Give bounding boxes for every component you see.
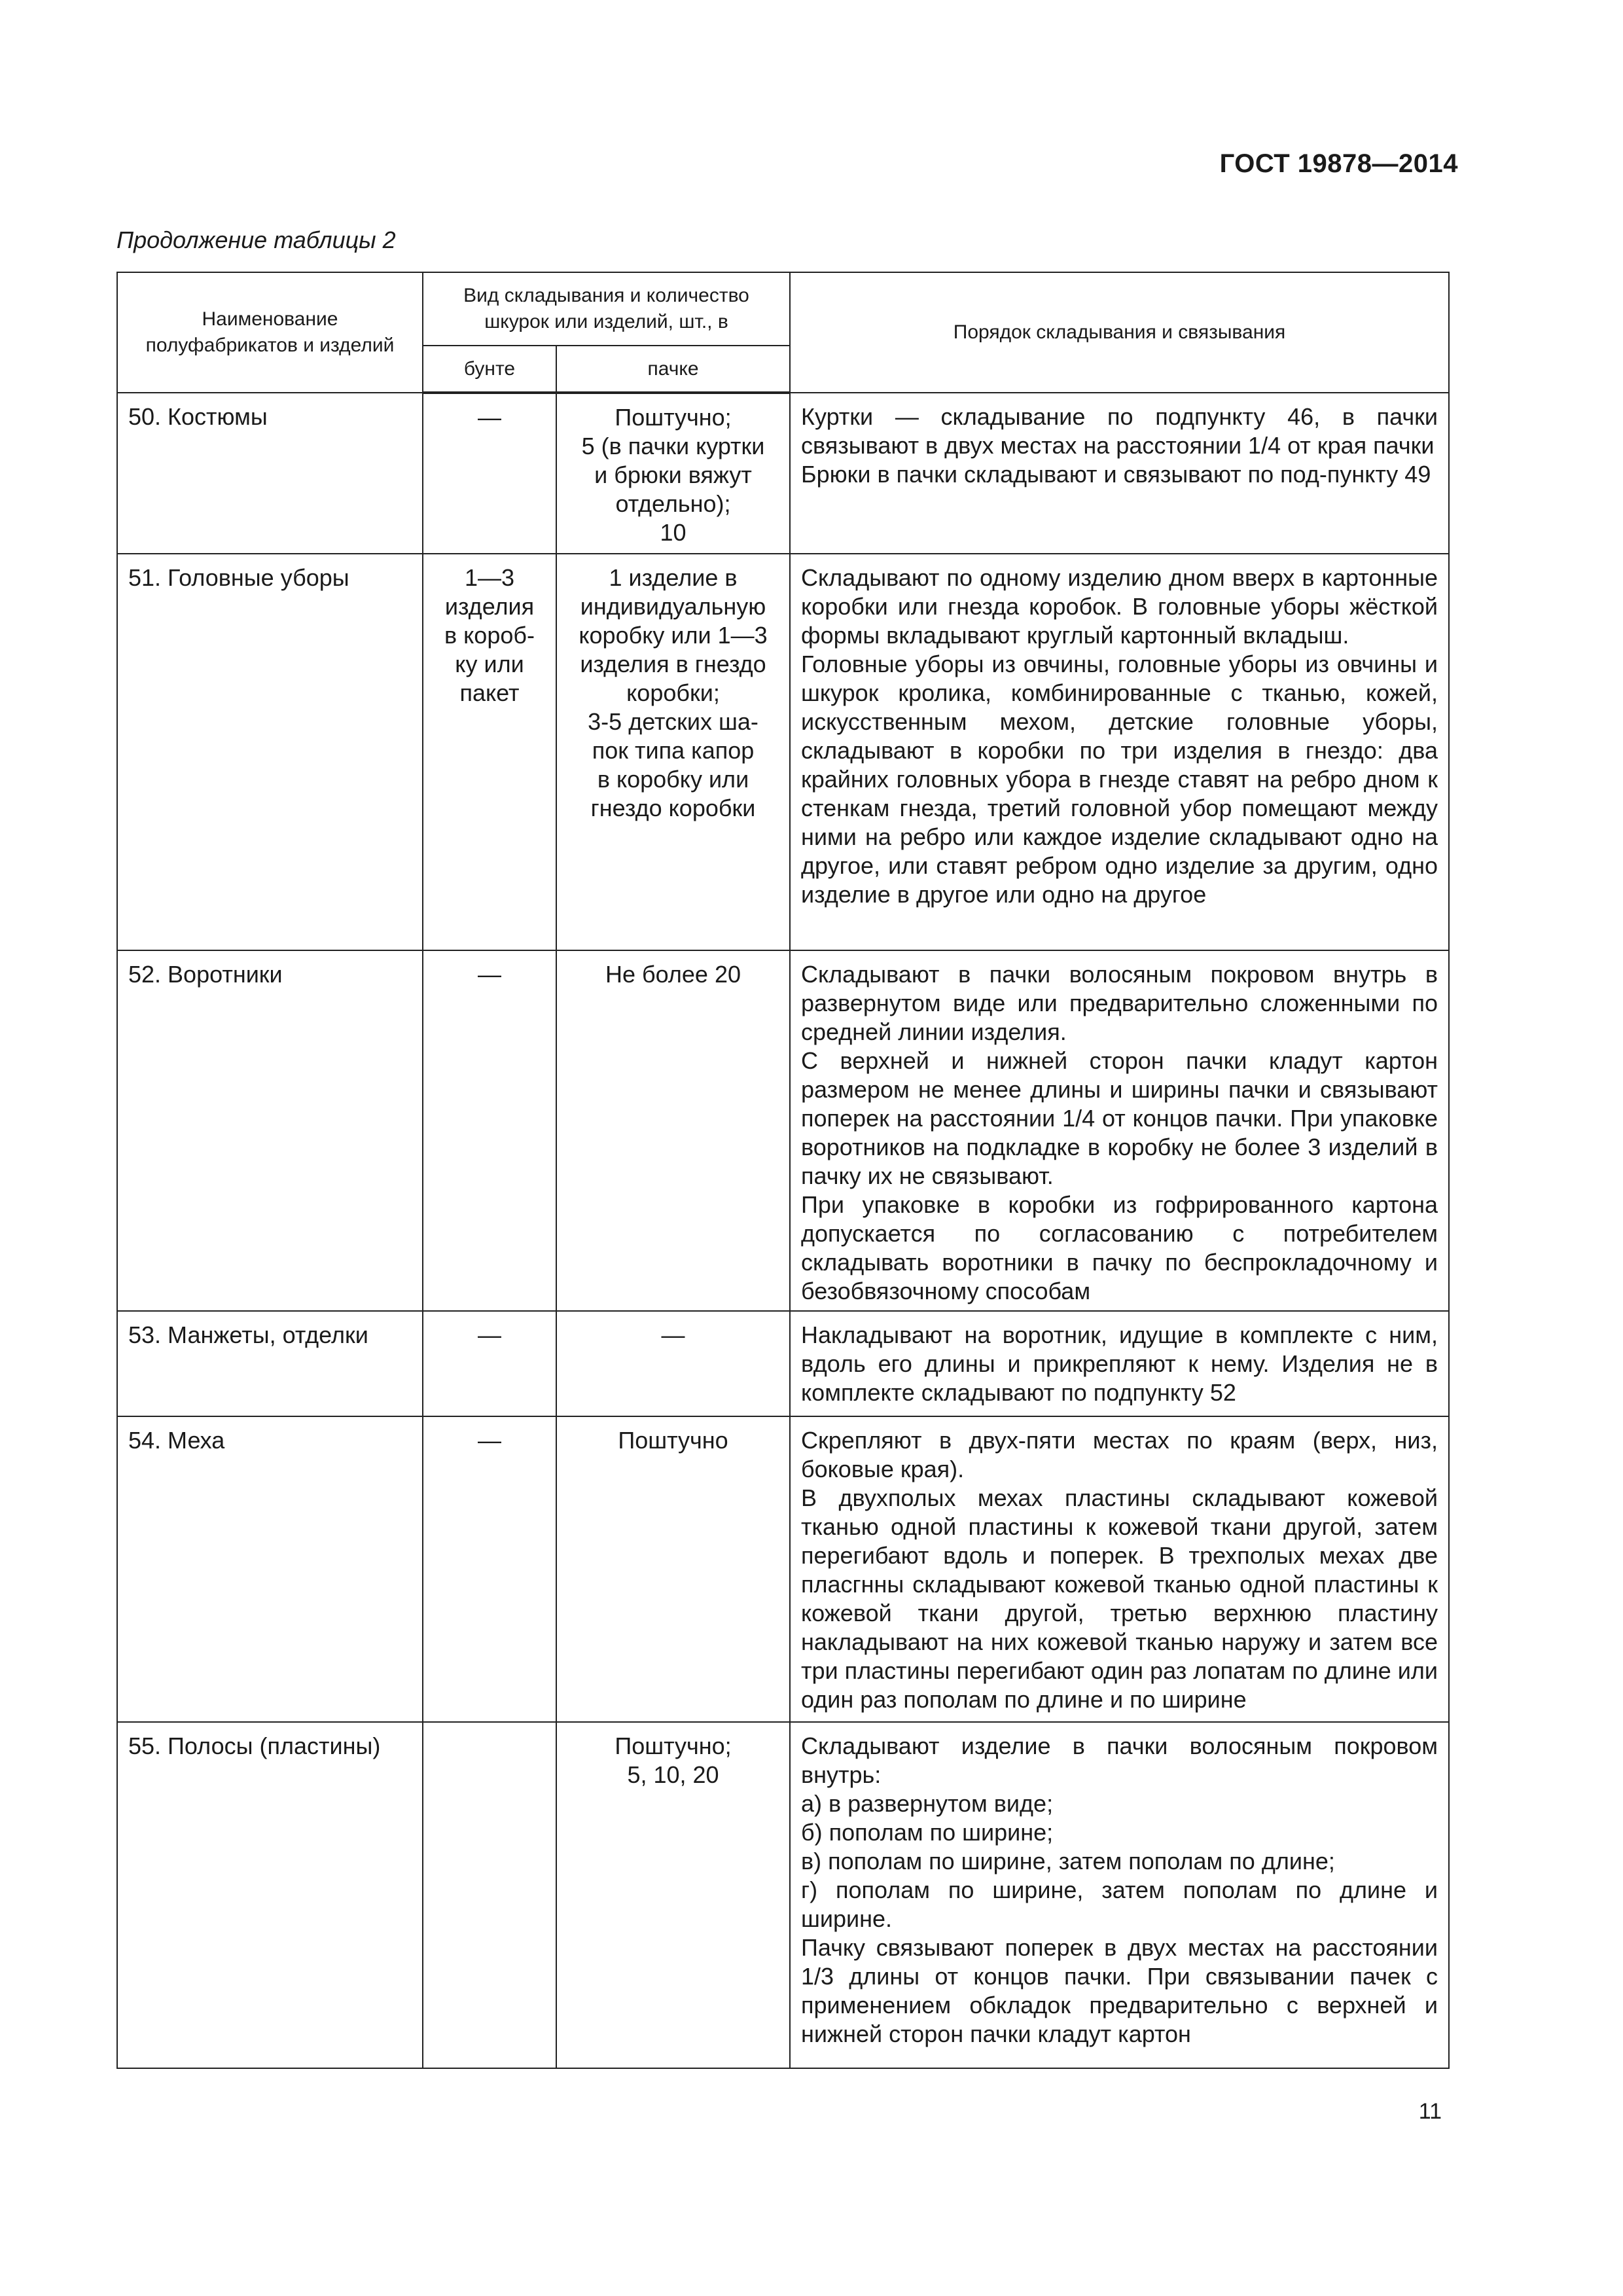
cell-order-line: Брюки в пачки складывают и связывают по под-пункту 49: [801, 461, 1431, 488]
cell-order-line: В двухполых мехах пластины складывают кожевой тканью одной пластины к кожевой ткани другой, затем перегибают вдоль и поперек. В трехполых мехах две пласгнны складывают кожевой тканью одной пластины к кожевой ткани другой, третью верхнюю пластину накладывают на них кожевой тканью наружу и затем все три пластины перегибают один раз лопатам по длине или один раз пополам по длине и по ширине: [801, 1484, 1438, 1713]
cell-pack-line: 10: [660, 519, 687, 546]
header-group: Вид складывания и количество шкурок или изделий, шт., в: [423, 272, 790, 346]
cell-name: 50. Костюмы: [117, 393, 423, 554]
cell-pack: [556, 1722, 790, 2068]
cell-name: 55. Полосы (пластины): [117, 1722, 423, 2068]
table-row: [117, 950, 1449, 1311]
cell-pack-line: в коробку или: [597, 766, 749, 793]
cell-bunt-line: пакет: [459, 679, 520, 706]
cell-bunt-line: в короб-: [444, 622, 535, 649]
cell-order: [790, 393, 1449, 554]
cell-name: 52. Воротники: [117, 950, 423, 1311]
cell-pack: [556, 1416, 790, 1722]
cell-pack-line: индивидуальную: [580, 593, 766, 620]
document-code: ГОСТ 19878—2014: [1219, 149, 1458, 178]
header-pack: пачке: [556, 346, 790, 393]
cell-bunt: [423, 554, 556, 950]
cell-bunt: [423, 1722, 556, 2068]
cell-order-line: Накладывают на воротник, идущие в комплекте с ним, вдоль его длины и прикрепляют к нему. Изделия не в комплекте складывают по подпункту 52: [801, 1321, 1438, 1406]
cell-order-line: а) в развернутом виде;: [801, 1790, 1054, 1817]
cell-order-line: б) пополам по ширине;: [801, 1819, 1054, 1846]
cell-bunt: —: [423, 1311, 556, 1416]
cell-bunt-line: 1—3: [464, 564, 515, 591]
header-bunt: бунте: [423, 346, 556, 393]
table-row: [117, 393, 1449, 554]
cell-bunt-line: ку или: [455, 651, 524, 677]
cell-pack-line: 5, 10, 20: [627, 1761, 719, 1788]
folding-table: [116, 272, 1450, 2069]
table-row: [117, 1416, 1449, 1722]
cell-pack-line: 3-5 детских ша-: [588, 708, 758, 735]
cell-pack: [556, 554, 790, 950]
cell-name: 54. Меха: [117, 1416, 423, 1722]
cell-bunt-line: изделия: [444, 593, 535, 620]
cell-pack-line: гнездо коробки: [590, 795, 756, 821]
cell-bunt: —: [423, 393, 556, 554]
cell-order-line: Куртки — складывание по подпункту 46, в пачки связывают в двух местах на расстоянии 1/4 от края пачки: [801, 403, 1438, 459]
cell-order: [790, 950, 1449, 1311]
cell-pack-line: 1 изделие в: [609, 564, 738, 591]
page-number: 11: [1418, 2099, 1442, 2124]
cell-pack: [556, 1311, 790, 1416]
cell-pack-line: и брюки вяжут: [594, 461, 752, 488]
table-row: [117, 1722, 1449, 2068]
cell-bunt: —: [423, 1416, 556, 1722]
cell-order: [790, 1722, 1449, 2068]
cell-pack-line: коробки;: [626, 679, 720, 706]
header-name: Наименование полуфабрикатов и изделий: [117, 272, 423, 393]
cell-pack: [556, 393, 790, 554]
table-row: [117, 554, 1449, 950]
cell-order: [790, 1416, 1449, 1722]
cell-bunt: —: [423, 950, 556, 1311]
cell-pack-line: Не более 20: [605, 961, 741, 988]
cell-order-line: Складывают изделие в пачки волосяным покровом внутрь:: [801, 1732, 1438, 1788]
cell-order-line: Пачку связывают поперек в двух местах на расстоянии 1/3 длины от концов пачки. При связывании пачек с применением обкладок предварительно с верхней и нижней сторон пачки кладут картон: [801, 1934, 1438, 2047]
cell-order-line: Складывают по одному изделию дном вверх в картонные коробки или гнезда коробок. В головные уборы жёсткой формы вкладывают круглый картонный вкладыш.: [801, 564, 1438, 649]
cell-pack-line: Поштучно;: [615, 1732, 732, 1759]
cell-order-line: Скрепляют в двух-пяти местах по краям (верх, низ, боковые края).: [801, 1427, 1438, 1482]
cell-name: 53. Манжеты, отделки: [117, 1311, 423, 1416]
table-row: [117, 1311, 1449, 1416]
cell-order-line: г) пополам по ширине, затем пополам по длине и ширине.: [801, 1876, 1438, 1932]
cell-pack: [556, 950, 790, 1311]
cell-order: [790, 554, 1449, 950]
cell-pack-line: Поштучно: [618, 1427, 728, 1454]
cell-order-line: С верхней и нижней сторон пачки кладут картон размером не менее длины и ширины пачки и связывают поперек на расстоянии 1/4 от концов пачки. При упаковке воротников на подкладке в коробку не более 3 изделий в пачку их не связывают.: [801, 1047, 1438, 1189]
cell-order-line: Складывают в пачки волосяным покровом внутрь в развернутом виде или предварительно сложенными по средней линии изделия.: [801, 961, 1438, 1045]
cell-pack-line: —: [661, 1321, 685, 1348]
cell-pack-line: Поштучно;: [615, 404, 732, 431]
table-caption: Продолжение таблицы 2: [116, 226, 396, 253]
cell-order: [790, 1311, 1449, 1416]
cell-pack-line: отдельно);: [615, 490, 731, 517]
cell-pack-line: пок типа капор: [592, 737, 755, 764]
header-order: Порядок складывания и связывания: [790, 272, 1449, 393]
cell-order-line: При упаковке в коробки из гофрированного картона допускается по согласованию с потребителем складывать воротники в пачку по беспрокладочному и безобвязочному способам: [801, 1191, 1438, 1304]
cell-pack-line: коробку или 1—3: [579, 622, 768, 649]
cell-pack-line: изделия в гнездо: [580, 651, 766, 677]
cell-order-line: Головные уборы из овчины, головные уборы из овчины и шкурок кролика, комбинированные с тканью, кожей, искусственным мехом, детские головные уборы, складывают в коробки по три изделия в гнездо: два крайних головных убора в гнезде ставят на ребро дном к стенкам гнезда, третий головной убор помещают между ними на ребро или каждое изделие складывают одно на другое, или ставят ребром одно изделие за другим, одно изделие в другое или одно на другое: [801, 651, 1438, 908]
cell-name: 51. Головные уборы: [117, 554, 423, 950]
cell-order-line: в) пополам по ширине, затем пополам по длине;: [801, 1848, 1335, 1874]
cell-pack-line: 5 (в пачки куртки: [581, 433, 765, 459]
